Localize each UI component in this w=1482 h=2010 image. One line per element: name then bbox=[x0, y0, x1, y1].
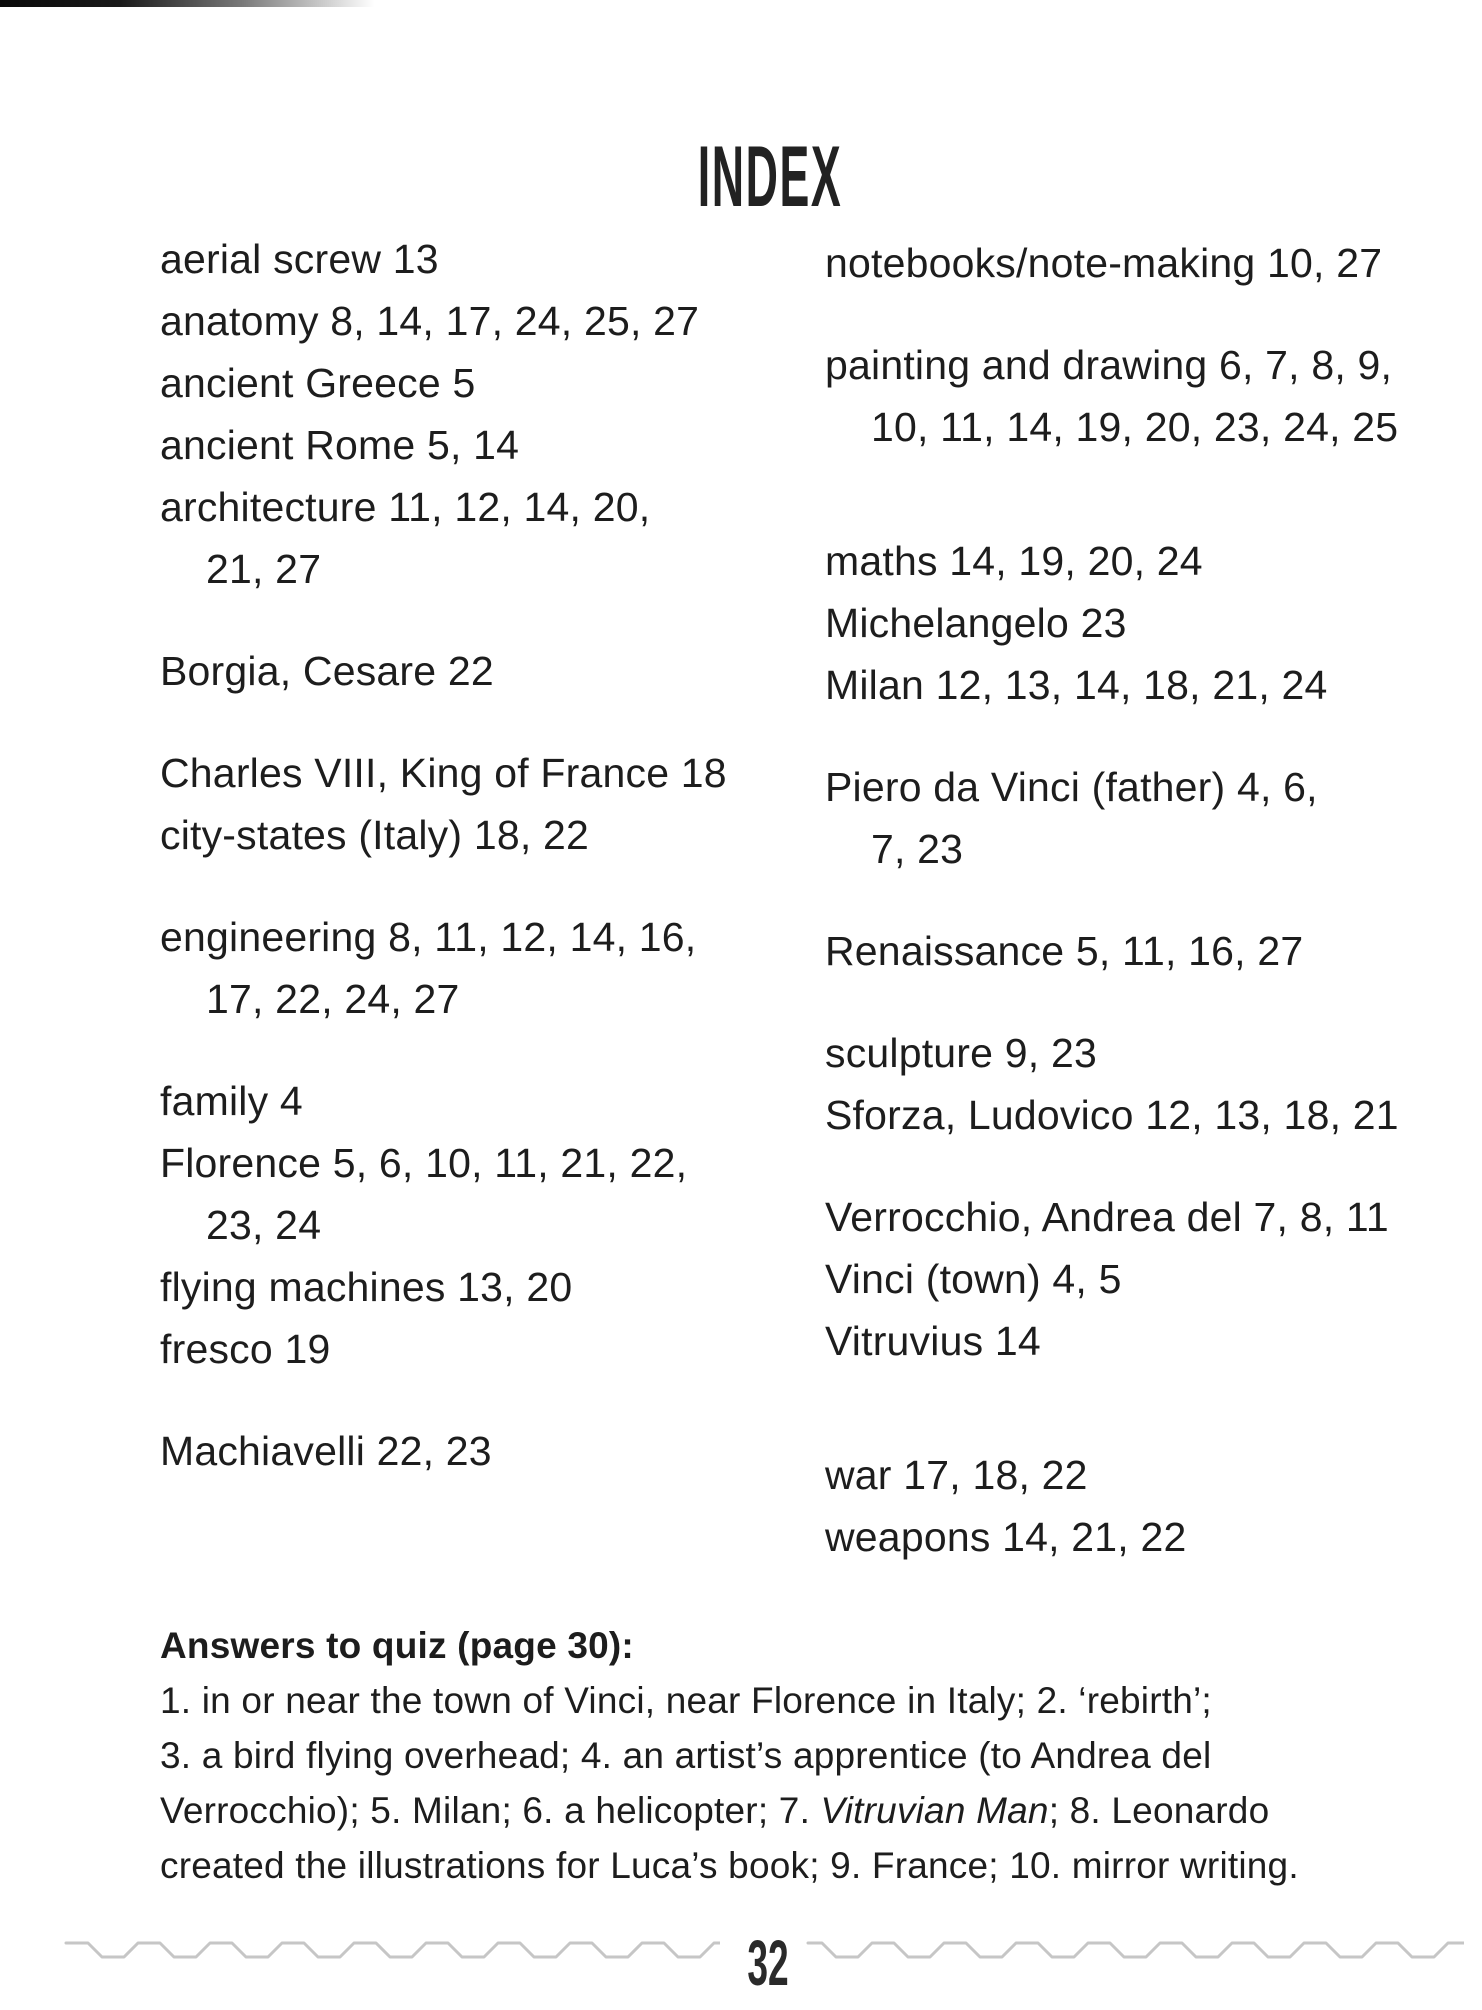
section-gap bbox=[160, 1030, 800, 1070]
index-entry: painting and drawing 6, 7, 8, 9, bbox=[825, 342, 1393, 388]
index-entry: sculpture 9, 23 bbox=[825, 1030, 1097, 1076]
section-gap bbox=[825, 982, 1465, 1022]
section-gap bbox=[825, 716, 1465, 756]
index-entry: family 4 bbox=[160, 1078, 303, 1124]
index-entry-continuation: 23, 24 bbox=[206, 1202, 322, 1248]
section-gap bbox=[825, 458, 1465, 530]
quiz-answers-block bbox=[160, 1618, 1410, 1893]
index-entry: Verrocchio, Andrea del 7, 8, 11 bbox=[825, 1194, 1389, 1240]
index-entry: Vinci (town) 4, 5 bbox=[825, 1256, 1122, 1302]
section-gap bbox=[825, 880, 1465, 920]
section-gap bbox=[825, 1146, 1465, 1186]
section-gap bbox=[825, 294, 1465, 334]
index-entry: Charles VIII, King of France 18 bbox=[160, 750, 727, 796]
index-entry: Milan 12, 13, 14, 18, 21, 24 bbox=[825, 662, 1328, 708]
quiz-answers-line bbox=[160, 1838, 1410, 1893]
index-entry: maths 14, 19, 20, 24 bbox=[825, 538, 1203, 584]
index-entry: Sforza, Ludovico 12, 13, 18, 21 bbox=[825, 1092, 1399, 1138]
index-entry: notebooks/note-making 10, 27 bbox=[825, 240, 1383, 286]
index-entry-continuation: 10, 11, 14, 19, 20, 23, 24, 25 bbox=[871, 404, 1399, 450]
answers-line3-pre-text: Verrocchio); 5. Milan; 6. a helicopter; 7. bbox=[160, 1790, 821, 1831]
section-gap bbox=[825, 1372, 1465, 1444]
section-gap bbox=[160, 866, 800, 906]
index-entry: Florence 5, 6, 10, 11, 21, 22, bbox=[160, 1140, 688, 1186]
index-entry: weapons 14, 21, 22 bbox=[825, 1514, 1187, 1560]
index-entry: anatomy 8, 14, 17, 24, 25, 27 bbox=[160, 298, 700, 344]
answers-line4-text: created the illustrations for Luca’s book; 9. France; 10. mirror writing. bbox=[160, 1845, 1299, 1886]
index-entry: ancient Rome 5, 14 bbox=[160, 422, 520, 468]
quiz-answers-line bbox=[160, 1728, 1410, 1783]
index-entry: engineering 8, 11, 12, 14, 16, bbox=[160, 914, 697, 960]
index-entry: flying machines 13, 20 bbox=[160, 1264, 573, 1310]
section-gap bbox=[160, 702, 800, 742]
answers-line3-italic-text: Vitruvian Man bbox=[820, 1790, 1049, 1831]
index-entry-continuation: 7, 23 bbox=[871, 826, 964, 872]
index-entry: Vitruvius 14 bbox=[825, 1318, 1041, 1364]
index-entry: city-states (Italy) 18, 22 bbox=[160, 812, 590, 858]
page-number: 32 bbox=[747, 1927, 789, 1999]
answers-line3-post-text: ; 8. Leonardo bbox=[1048, 1790, 1270, 1831]
index-entry: fresco 19 bbox=[160, 1326, 331, 1372]
index-entry: war 17, 18, 22 bbox=[825, 1452, 1088, 1498]
answers-line2-text: 3. a bird flying overhead; 4. an artist’s apprentice (to Andrea del bbox=[160, 1735, 1212, 1776]
index-entry: architecture 11, 12, 14, 20, bbox=[160, 484, 651, 530]
section-gap bbox=[160, 600, 800, 640]
index-entry: Piero da Vinci (father) 4, 6, bbox=[825, 764, 1318, 810]
zigzag-divider-left bbox=[64, 1938, 720, 1964]
index-entry: Borgia, Cesare 22 bbox=[160, 648, 494, 694]
quiz-answers-line bbox=[160, 1673, 1410, 1728]
index-entry: ancient Greece 5 bbox=[160, 360, 476, 406]
index-entry-continuation: 17, 22, 24, 27 bbox=[206, 976, 460, 1022]
page-title: INDEX bbox=[697, 129, 843, 225]
index-entry: Renaissance 5, 11, 16, 27 bbox=[825, 928, 1304, 974]
index-entry: Machiavelli 22, 23 bbox=[160, 1428, 492, 1474]
scan-edge-artifact bbox=[0, 0, 480, 7]
index-right-column bbox=[825, 232, 1465, 1568]
zigzag-divider-right bbox=[806, 1938, 1464, 1964]
section-gap bbox=[160, 1380, 800, 1420]
quiz-answers-heading: Answers to quiz (page 30): bbox=[160, 1625, 634, 1666]
index-entry: aerial screw 13 bbox=[160, 236, 439, 282]
index-entry-continuation: 21, 27 bbox=[206, 546, 322, 592]
index-left-column bbox=[160, 228, 800, 1482]
index-entry: Michelangelo 23 bbox=[825, 600, 1127, 646]
answers-line1-text: 1. in or near the town of Vinci, near Florence in Italy; 2. ‘rebirth’; bbox=[160, 1680, 1212, 1721]
quiz-answers-line bbox=[160, 1783, 1410, 1838]
